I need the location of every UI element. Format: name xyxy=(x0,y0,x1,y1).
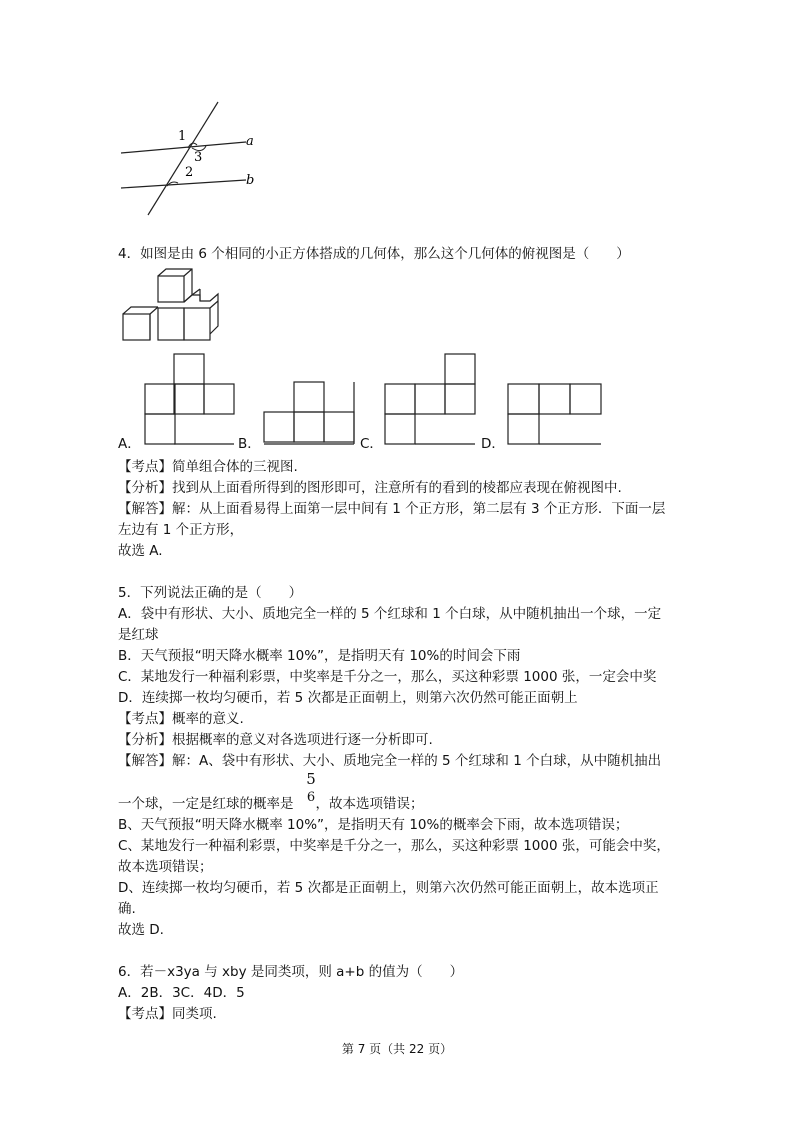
q5-jieda-line3: B、天气预报“明天降水概率 10%”，是指明天有 10%的概率会下雨，故本选项错误； xyxy=(118,817,629,833)
q5-jieda-line2 xyxy=(118,794,424,814)
q4-option-a-figure xyxy=(144,352,236,446)
q5-option-a-line1: A．袋中有形状、大小、质地完全一样的 5 个红球和 1 个白球，从中随机抽出一个球，一定 xyxy=(118,606,662,622)
q5-option-a-line2: 是红球 xyxy=(118,627,159,643)
q5-answer: 故选 D. xyxy=(118,922,164,938)
q4-option-d-label: D． xyxy=(481,436,505,452)
angle-label-3: 3 xyxy=(194,150,203,165)
fraction-numerator: 5 xyxy=(306,770,316,788)
q4-option-c-label: C． xyxy=(360,436,383,452)
q4-jieda-line2: 左边有 1 个正方形， xyxy=(118,522,244,538)
q5-jieda-line7: 确. xyxy=(118,901,136,917)
q4-option-d-figure xyxy=(507,382,605,446)
q4-jieda-line1: 【解答】解：从上面看易得上面第一层中间有 1 个正方形，第二层有 3 个正方形．下面一层 xyxy=(118,501,666,517)
q6-options: A．2B．3C．4D．5 xyxy=(118,985,245,1001)
cube-solid-figure xyxy=(120,268,230,348)
q5-question: 5．下列说法正确的是（ ） xyxy=(118,585,303,601)
q5-kaodian: 【考点】概率的意义. xyxy=(118,711,244,727)
q5-fenxi: 【分析】根据概率的意义对各选项进行逐一分析即可. xyxy=(118,732,433,748)
q5-jieda-line6: D、连续掷一枚均匀硬币，若 5 次都是正面朝上，则第六次仍然可能正面朝上，故本选项正 xyxy=(118,880,659,896)
q4-option-b-figure xyxy=(262,380,358,446)
q4-option-a-label: A． xyxy=(118,436,141,452)
q6-kaodian: 【考点】同类项. xyxy=(118,1006,217,1022)
parallel-lines-figure xyxy=(118,100,268,220)
q5-option-d: D．连续掷一枚均匀硬币，若 5 次都是正面朝上，则第六次仍然可能正面朝上 xyxy=(118,690,578,706)
q5-option-c: C．某地发行一种福利彩票，中奖率是千分之一，那么，买这种彩票 1000 张，一定会中奖 xyxy=(118,669,657,685)
q5-jieda-line2-suffix: ，故本选项错误； xyxy=(315,796,424,812)
angle-label-1: 1 xyxy=(178,129,187,144)
q5-jieda-line5: 故本选项错误； xyxy=(118,859,213,875)
q6-question: 6．若－x3ya 与 xby 是同类项，则 a+b 的值为（ ） xyxy=(118,964,464,980)
q5-jieda-line1: 【解答】解：A、袋中有形状、大小、质地完全一样的 5 个红球和 1 个白球，从中随机抽出 xyxy=(118,753,662,769)
line-label-b: b xyxy=(246,173,255,188)
angle-label-2: 2 xyxy=(185,165,194,180)
page-footer: 第 7 页（共 22 页） xyxy=(341,1042,453,1056)
q4-question: 4．如图是由 6 个相同的小正方体搭成的几何体，那么这个几何体的俯视图是（ ） xyxy=(118,246,630,262)
q5-jieda-line4: C、某地发行一种福利彩票，中奖率是千分之一，那么，买这种彩票 1000 张，可能会中奖， xyxy=(118,838,670,854)
line-b xyxy=(121,180,246,188)
q4-fenxi: 【分析】找到从上面看所得到的图形即可，注意所有的看到的棱都应表现在俯视图中. xyxy=(118,480,622,496)
transversal-line xyxy=(148,102,218,215)
q4-option-b-label: B． xyxy=(238,436,261,452)
fraction-denominator: 6 xyxy=(306,790,316,805)
line-label-a: a xyxy=(246,134,254,149)
q4-option-c-figure xyxy=(384,352,478,446)
q4-answer: 故选 A. xyxy=(118,543,163,559)
q5-jieda-line2-prefix: 一个球，一定是红球的概率是 xyxy=(118,796,294,812)
q4-kaodian: 【考点】简单组合体的三视图. xyxy=(118,459,298,475)
q5-option-b: B．天气预报“明天降水概率 10%”，是指明天有 10%的时间会下雨 xyxy=(118,648,521,664)
